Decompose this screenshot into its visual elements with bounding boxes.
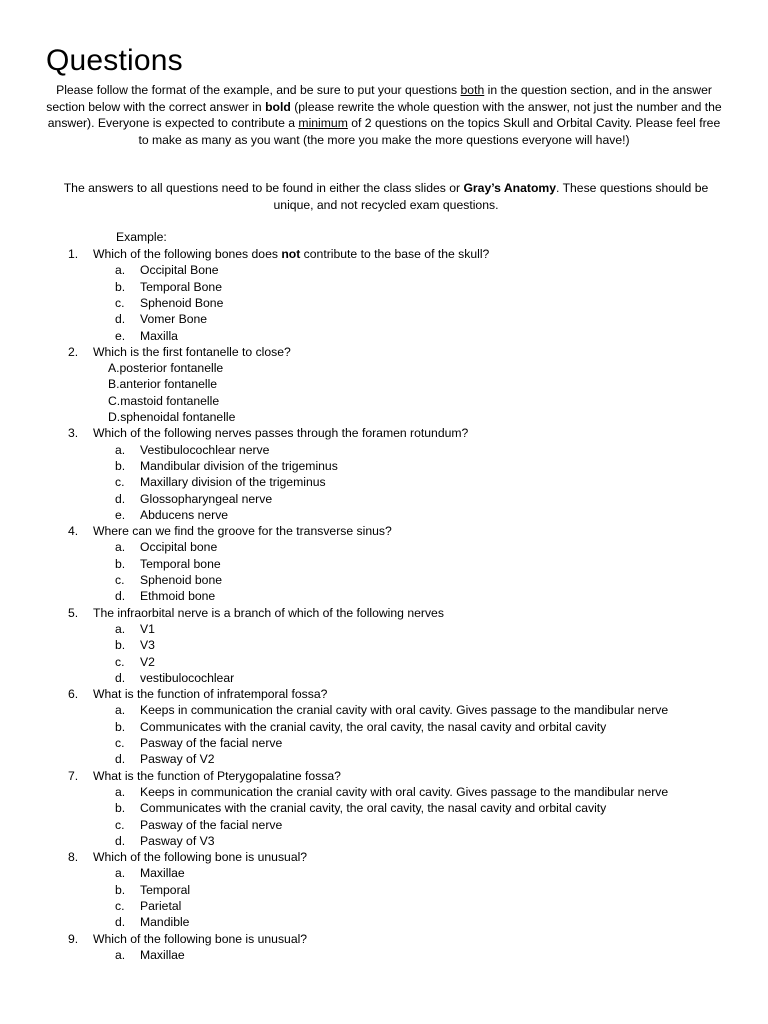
answer-option	[0, 735, 768, 751]
option-letter: b.	[115, 882, 126, 897]
option-text: Abducens nerve	[140, 507, 229, 522]
answer-option	[0, 817, 768, 833]
option-letter: c.	[115, 817, 125, 832]
example-label: Example:	[116, 230, 167, 244]
answer-option	[0, 474, 768, 490]
option-text: Temporal Bone	[140, 279, 222, 294]
option-text: Temporal	[140, 882, 191, 897]
answer-option	[0, 588, 768, 604]
intro-emphasis-minimum: minimum	[298, 116, 348, 131]
option-text: D.sphenoidal fontanelle	[108, 410, 236, 424]
intro-text: in the question section, and in the answer section below with the correct answer in	[46, 83, 712, 114]
option-letter: c.	[115, 573, 125, 587]
answer-option	[0, 702, 768, 718]
option-text: Sphenoid Bone	[140, 295, 224, 310]
answer-option	[0, 360, 768, 376]
answer-option	[0, 458, 768, 474]
question-number: 1.	[68, 247, 79, 261]
option-text: Sphenoid bone	[140, 573, 223, 587]
question-line	[0, 686, 768, 702]
option-letter: a.	[115, 621, 126, 636]
question-line	[0, 931, 768, 947]
option-letter: a.	[115, 263, 126, 278]
option-text: Communicates with the cranial cavity, the oral cavity, the nasal cavity and orbital cavity	[140, 719, 607, 734]
question-line	[0, 425, 768, 441]
answer-option	[0, 833, 768, 849]
option-text: Maxillary division of the trigeminus	[140, 475, 326, 490]
option-letter: d.	[115, 915, 126, 930]
answer-option	[0, 279, 768, 295]
answers-source-paragraph	[50, 180, 722, 213]
option-text: Ethmoid bone	[140, 589, 216, 604]
question-number: 8.	[68, 850, 79, 865]
option-letter: d.	[115, 752, 126, 767]
answer-option	[0, 539, 768, 555]
question-number: 3.	[68, 426, 79, 441]
intro-text: Please follow the format of the example, and be sure to put your questions	[56, 83, 461, 97]
answer-option	[0, 882, 768, 898]
answer-option	[0, 670, 768, 686]
option-text: Keeps in communication the cranial cavity with oral cavity. Gives passage to the mandibular nerve	[140, 784, 669, 799]
option-text: V1	[140, 621, 155, 636]
question-text: The infraorbital nerve is a branch of which of the following nerves	[93, 605, 444, 620]
question-text: What is the function of Pterygopalatine fossa?	[93, 768, 341, 783]
question-text-part: contribute to the base of the skull?	[300, 247, 490, 261]
answer-option	[0, 491, 768, 507]
option-text: Pasway of the facial nerve	[140, 736, 283, 750]
question-text: Where can we find the groove for the transverse sinus?	[93, 524, 392, 539]
option-text: Maxilla	[140, 328, 178, 343]
answer-option	[0, 409, 768, 425]
option-letter: a.	[115, 866, 126, 881]
answer-option	[0, 311, 768, 327]
option-text: Vomer Bone	[140, 312, 208, 327]
option-text: Glossopharyngeal nerve	[140, 491, 273, 506]
answer-option	[0, 865, 768, 881]
question-text: Which of the following bone is unusual?	[93, 850, 308, 865]
option-letter: a.	[115, 540, 126, 555]
answer-option	[0, 507, 768, 523]
answer-option	[0, 719, 768, 735]
option-text: V2	[140, 654, 155, 669]
question-text-part: Which of the following bones does	[93, 247, 282, 261]
option-letter: a.	[115, 784, 126, 799]
answer-option	[0, 262, 768, 278]
intro-emphasis-both: both	[460, 83, 485, 97]
answer-option	[0, 654, 768, 670]
option-text: Pasway of the facial nerve	[140, 817, 283, 832]
option-text: Parietal	[140, 899, 182, 913]
instructions-paragraph	[46, 82, 722, 148]
question-line	[0, 246, 768, 262]
option-text: Pasway of V2	[140, 752, 215, 767]
option-text: Keeps in communication the cranial cavity with oral cavity. Gives passage to the mandibular nerve	[140, 703, 669, 718]
intro-emphasis-grays: Gray’s Anatomy	[463, 181, 557, 195]
question-text-emphasis: not	[281, 247, 301, 261]
question-number: 7.	[68, 768, 79, 783]
option-text: Temporal bone	[140, 556, 221, 571]
option-text: Occipital bone	[140, 540, 218, 555]
option-letter: a.	[115, 947, 126, 962]
question-number: 5.	[68, 605, 79, 620]
option-letter: b.	[115, 638, 126, 653]
option-letter: d.	[115, 312, 126, 327]
option-letter: b.	[115, 556, 126, 571]
option-letter: c.	[115, 475, 125, 490]
option-letter: e.	[115, 507, 126, 522]
question-number: 9.	[68, 931, 79, 946]
option-letter: b.	[115, 719, 126, 734]
answer-option	[0, 442, 768, 458]
page-title: Questions	[46, 44, 183, 77]
option-text: Communicates with the cranial cavity, the oral cavity, the nasal cavity and orbital cavity	[140, 801, 607, 816]
answer-option	[0, 947, 768, 963]
option-letter: a.	[115, 703, 126, 718]
answer-option	[0, 914, 768, 930]
option-text: B.anterior fontanelle	[108, 377, 218, 392]
option-text: V3	[140, 638, 155, 653]
answer-option	[0, 784, 768, 800]
answer-option	[0, 328, 768, 344]
question-text: Which of the following nerves passes through the foramen rotundum?	[93, 426, 469, 441]
intro-text: The answers to all questions need to be found in either the class slides or	[63, 181, 464, 195]
option-letter: d.	[115, 670, 126, 685]
option-text: Mandibular division of the trigeminus	[140, 458, 338, 473]
option-text: Pasway of V3	[140, 833, 215, 848]
answer-option	[0, 295, 768, 311]
option-text: C.mastoid fontanelle	[108, 393, 220, 408]
answer-option	[0, 621, 768, 637]
option-letter: d.	[115, 833, 126, 848]
option-letter: c.	[115, 295, 125, 310]
option-letter: b.	[115, 801, 126, 816]
answer-option	[0, 898, 768, 914]
answer-option	[0, 376, 768, 392]
question-number: 6.	[68, 687, 79, 702]
question-number: 4.	[68, 524, 79, 539]
option-letter: d.	[115, 491, 126, 506]
option-text: Occipital Bone	[140, 263, 219, 278]
option-text: Maxillae	[140, 947, 185, 962]
answer-option	[0, 556, 768, 572]
option-text: vestibulocochlear	[140, 670, 235, 685]
answer-option	[0, 800, 768, 816]
option-letter: c.	[115, 899, 125, 913]
question-text: Which of the following bone is unusual?	[93, 931, 308, 946]
option-letter: d.	[115, 589, 126, 604]
option-letter: b.	[115, 458, 126, 473]
question-line	[0, 344, 768, 360]
option-letter: c.	[115, 736, 125, 750]
option-text: Vestibulocochlear nerve	[140, 442, 270, 457]
option-text: Maxillae	[140, 866, 185, 881]
option-letter: e.	[115, 328, 126, 343]
option-letter: b.	[115, 279, 126, 294]
answer-option	[0, 572, 768, 588]
option-text: Mandible	[140, 915, 190, 930]
question-text: What is the function of infratemporal fossa?	[93, 687, 328, 702]
question-line	[0, 523, 768, 539]
answer-option	[0, 393, 768, 409]
option-letter: c.	[115, 654, 125, 669]
question-line	[0, 605, 768, 621]
question-line	[0, 768, 768, 784]
answer-option	[0, 751, 768, 767]
question-text: Which is the first fontanelle to close?	[93, 344, 291, 359]
question-text	[93, 246, 489, 262]
option-text: A.posterior fontanelle	[108, 361, 224, 376]
answer-option	[0, 637, 768, 653]
intro-text: (please rewrite the whole question with the answer, not just the number and the answer). Everyone is expected to contribute a	[47, 99, 722, 131]
option-letter: a.	[115, 442, 126, 457]
intro-text: . These questions should be unique, and not recycled exam questions.	[273, 181, 709, 212]
question-line	[0, 849, 768, 865]
intro-text: of 2 questions on the topics Skull and Orbital Cavity. Please feel free to make as many as you want (the more you make the more questions everyone will have!)	[138, 116, 721, 147]
question-number: 2.	[68, 344, 79, 359]
intro-emphasis-bold: bold	[265, 99, 291, 114]
